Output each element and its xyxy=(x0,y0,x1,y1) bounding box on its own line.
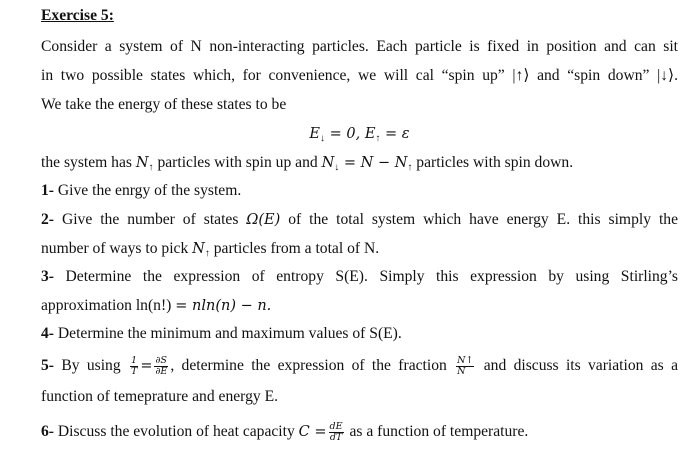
question-3-number: 3- xyxy=(41,268,54,285)
system-text-a: the system has xyxy=(41,154,136,171)
intro-line-2: in two possible states which, for convenience, we will cal “spin up” |↑⟩ and “spin down” |↓⟩. xyxy=(41,67,678,84)
system-formula: = N − N xyxy=(339,155,408,171)
intro-line-3: We take the energy of these states to be xyxy=(41,96,287,113)
question-1-number: 1- xyxy=(41,182,54,199)
system-description xyxy=(41,153,678,178)
system-text-d: particles with spin down. xyxy=(412,154,574,171)
energy-sub-up: ↑ xyxy=(375,133,381,144)
energy-eq-mid: = 0, E xyxy=(325,126,376,142)
question-3-line-2 xyxy=(41,296,678,316)
question-2-line-2 xyxy=(41,239,678,264)
question-3-line2-a: approximation ln(n!) xyxy=(41,297,176,314)
fraction-1-denominator: T xyxy=(130,366,138,377)
question-2-line2-a: number of ways to pick xyxy=(41,240,193,257)
fraction-1-numerator: 1 xyxy=(130,355,138,366)
system-n-up: N xyxy=(135,155,149,171)
question-4 xyxy=(41,324,678,344)
system-up-arrow: ↑ xyxy=(148,162,154,173)
fraction-6-numerator: dE xyxy=(329,421,343,432)
question-2-number: 2- xyxy=(41,211,54,228)
question-5-text-b: , determine the expression of the fraction xyxy=(170,357,455,375)
question-5-number: 5- xyxy=(41,357,54,375)
fraction-one-over-t xyxy=(130,356,138,377)
fraction-nup-over-n xyxy=(456,356,474,377)
system-up-arrow-2: ↑ xyxy=(407,162,413,173)
question-2-omega: Ω(E) xyxy=(246,212,281,228)
question-1 xyxy=(41,181,678,201)
system-text-b: particles with spin up and xyxy=(153,154,322,171)
fraction-6-denominator: dT xyxy=(329,432,343,443)
system-n-down: N xyxy=(321,155,335,171)
question-4-number: 4- xyxy=(41,325,54,342)
fraction-de-dt xyxy=(329,422,344,443)
question-6-number: 6- xyxy=(41,423,54,441)
fraction-3-denominator: N xyxy=(457,366,466,377)
fraction-ds-de xyxy=(154,356,168,377)
question-3-text: Determine the expression of entropy S(E). Simply this expression by using Stirling’s xyxy=(54,268,678,285)
energy-sub-down: ↓ xyxy=(320,133,326,144)
fraction-3-numerator: N↑ xyxy=(457,355,474,366)
stirling-formula: = nln(n) − n. xyxy=(175,298,272,314)
question-6-text-b: as a function of temperature. xyxy=(345,423,529,441)
question-5-text-a: By using xyxy=(54,357,128,375)
system-down-arrow: ↓ xyxy=(334,162,340,173)
question-2-line2-b: particles from a total of N. xyxy=(209,240,380,257)
question-4-text: Determine the minimum and maximum values of S(E). xyxy=(54,325,402,342)
question-2-line-1 xyxy=(41,210,678,230)
question-2-n: N xyxy=(192,241,205,257)
exercise-title: Exercise 5: xyxy=(41,7,114,24)
fraction-2-numerator: ∂S xyxy=(155,355,167,366)
question-2-text-a: Give the number of states xyxy=(54,211,247,228)
question-5-line-2: function of temeprature and energy E. xyxy=(41,388,278,405)
heat-capacity-symbol: C xyxy=(298,424,310,441)
question-5-line-1 xyxy=(41,356,678,377)
question-2-up-arrow: ↑ xyxy=(204,248,210,259)
intro-line-1: Consider a system of N non-interacting particles. Each particle is fixed in position and can sit xyxy=(41,38,678,55)
energy-eq-end: = ε xyxy=(380,126,410,142)
energy-e-down: E xyxy=(309,126,321,142)
question-6 xyxy=(41,422,678,443)
question-5-text-c: and discuss its variation as a xyxy=(476,357,678,375)
question-2-text-b: of the total system which have energy E. this simply the xyxy=(280,211,678,228)
question-1-text: Give the enrgy of the system. xyxy=(54,182,242,199)
question-6-equals: = xyxy=(309,424,327,441)
question-3-line-1 xyxy=(41,267,678,287)
question-5-equals: = xyxy=(140,358,153,375)
energy-equation xyxy=(41,124,678,149)
question-6-text-a: Discuss the evolution of heat capacity xyxy=(54,423,299,441)
fraction-2-denominator: ∂E xyxy=(155,366,168,377)
